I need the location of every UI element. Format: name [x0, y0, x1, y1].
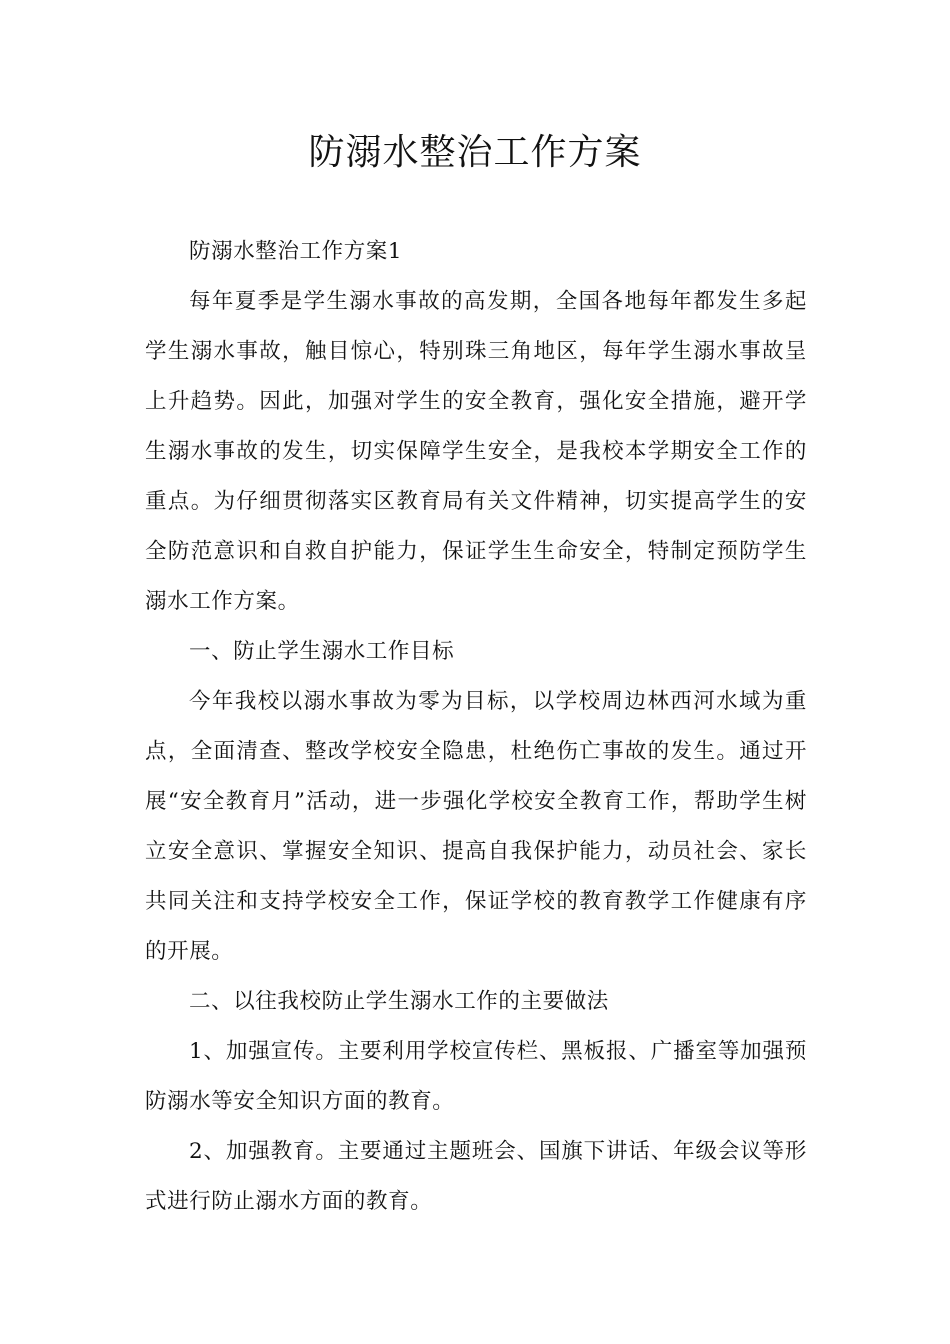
paragraph: 1、加强宣传。主要利用学校宣传栏、黑板报、广播室等加强预防溺水等安全知识方面的教育。	[145, 1039, 807, 1114]
section-heading: 一、防止学生溺水工作目标	[189, 639, 455, 664]
paragraph: 2、加强教育。主要通过主题班会、国旗下讲话、年级会议等形式进行防止溺水方面的教育。	[145, 1139, 807, 1214]
document-title: 防溺水整治工作方案	[308, 132, 642, 173]
paragraph: 今年我校以溺水事故为零为目标，以学校周边林西河水域为重点，全面清查、整改学校安全隐患，杜绝伤亡事故的发生。通过开展“安全教育月”活动，进一步强化学校安全教育工作，帮助学生树立安全意识、掌握安全知识、提高自我保护能力，动员社会、家长共同关注和支持学校安全工作，保证学校的教育教学工作健康有序的开展。	[145, 689, 807, 964]
document-body	[145, 227, 807, 1227]
paragraph: 每年夏季是学生溺水事故的高发期，全国各地每年都发生多起学生溺水事故，触目惊心，特别珠三角地区，每年学生溺水事故呈上升趋势。因此，加强对学生的安全教育，强化安全措施，避开学生溺水事故的发生，切实保障学生安全，是我校本学期安全工作的重点。为仔细贯彻落实区教育局有关文件精神，切实提高学生的安全防范意识和自救自护能力，保证学生生命安全，特制定预防学生溺水工作方案。	[145, 289, 807, 614]
section-heading: 防溺水整治工作方案1	[189, 239, 403, 264]
section-heading: 二、以往我校防止学生溺水工作的主要做法	[189, 989, 609, 1014]
